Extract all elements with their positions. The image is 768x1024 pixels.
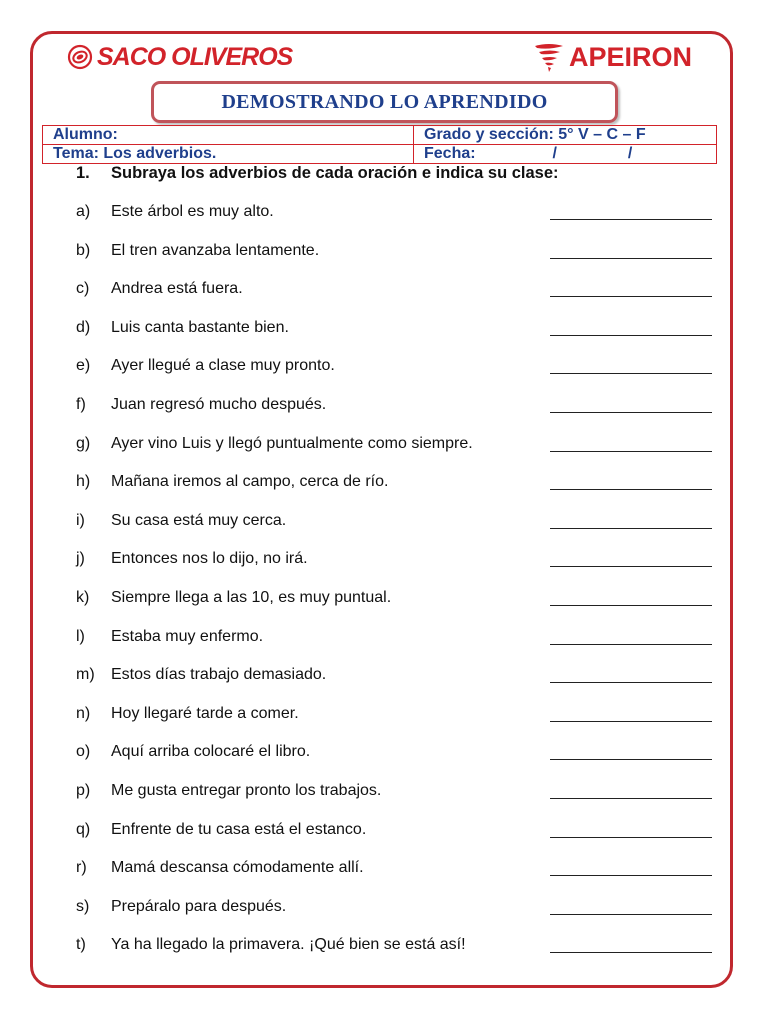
item-sentence: Prepáralo para después. [111,897,287,915]
instruction-number: 1. [76,164,90,182]
item-sentence: El tren avanzaba lentamente. [111,241,320,259]
answer-line[interactable] [550,296,712,297]
exercise-item [76,357,716,379]
page-title: DEMOSTRANDO LO APRENDIDO [221,90,548,113]
exercise-item [76,782,716,804]
item-sentence: Mamá descansa cómodamente allí. [111,859,364,877]
exercise-item [76,628,716,650]
item-sentence: Me gusta entregar pronto los trabajos. [111,782,382,799]
item-letter: k) [76,589,90,606]
item-letter: q) [76,820,91,838]
item-letter: c) [76,280,90,298]
item-sentence: Juan regresó mucho después. [111,396,327,413]
title-box [151,81,618,123]
exercise-item [76,589,716,611]
fecha-field[interactable] [414,145,717,164]
item-letter: g) [76,434,91,452]
tema-field: Tema: Los adverbios. [43,145,414,164]
item-sentence: Luis canta bastante bien. [111,318,289,336]
answer-line[interactable] [550,837,712,838]
answer-line[interactable] [550,952,712,953]
answer-line[interactable] [550,528,712,529]
item-sentence: Su casa está muy cerca. [111,511,287,529]
answer-line[interactable] [550,644,712,645]
exercise-item [76,435,716,457]
exercise-item [76,396,716,418]
left-logo-text: SACO OLIVEROS [97,42,293,71]
item-letter: f) [76,396,86,413]
item-letter: s) [76,897,90,915]
item-letter: e) [76,357,91,375]
answer-line[interactable] [550,412,712,413]
exercise-item [76,280,716,302]
fecha-separator: / [627,145,633,162]
item-letter: i) [76,511,85,529]
answer-line[interactable] [550,335,712,336]
student-info-table [42,125,717,164]
exercise-item [76,242,716,264]
answer-line[interactable] [550,875,712,876]
swirl-logo-icon [67,44,93,70]
item-letter: r) [76,859,87,877]
item-letter: t) [76,936,86,954]
item-sentence: Este árbol es muy alto. [111,203,274,220]
item-letter: m) [76,666,95,684]
answer-line[interactable] [550,258,712,259]
answer-line[interactable] [550,566,712,567]
apeiron-logo [532,38,692,76]
item-sentence: Ya ha llegado la primavera. ¡Qué bien se está así! [111,936,466,954]
fecha-separator: / [552,145,557,162]
grado-field: Grado y sección: 5° V – C – F [414,126,717,145]
fecha-label: Fecha: [424,145,476,162]
answer-line[interactable] [550,219,712,220]
saco-oliveros-logo [67,40,292,74]
item-sentence: Enfrente de tu casa está el estanco. [111,820,367,838]
answer-line[interactable] [550,451,712,452]
item-sentence: Estaba muy enfermo. [111,627,264,645]
alumno-field[interactable]: Alumno: [43,126,414,145]
instruction-text: Subraya los adverbios de cada oración e indica su clase: [111,164,559,182]
item-sentence: Siempre llega a las 10, es muy puntual. [111,589,392,606]
exercise-item [76,705,716,727]
answer-line[interactable] [550,605,712,606]
answer-line[interactable] [550,914,712,915]
item-sentence: Ayer llegué a clase muy pronto. [111,357,335,375]
exercise-item [76,743,716,765]
exercise-item [76,473,716,495]
item-sentence: Estos días trabajo demasiado. [111,666,327,684]
answer-line[interactable] [550,682,712,683]
exercise-item [76,859,716,881]
item-letter: j) [76,550,85,568]
answer-line[interactable] [550,759,712,760]
item-letter: d) [76,318,91,336]
exercise-item [76,512,716,534]
item-letter: b) [76,241,91,259]
item-letter: l) [76,627,85,645]
answer-line[interactable] [550,489,712,490]
exercise-item [76,203,716,225]
answer-line[interactable] [550,798,712,799]
item-sentence: Andrea está fuera. [111,280,243,298]
answer-line[interactable] [550,373,712,374]
tornado-logo-icon [532,40,566,74]
item-sentence: Mañana iremos al campo, cerca de río. [111,473,389,491]
item-letter: n) [76,704,91,722]
exercise-item [76,821,716,843]
item-sentence: Entonces nos lo dijo, no irá. [111,550,308,568]
exercise-item [76,898,716,920]
item-sentence: Ayer vino Luis y llegó puntualmente como siempre. [111,434,473,452]
answer-line[interactable] [550,721,712,722]
item-sentence: Hoy llegaré tarde a comer. [111,704,299,722]
exercise-item [76,550,716,572]
item-letter: o) [76,743,91,761]
exercise-item [76,319,716,341]
item-letter: p) [76,782,91,799]
right-logo-text: APEIRON [569,41,693,72]
exercise-item [76,936,716,958]
exercise-item [76,666,716,688]
item-letter: h) [76,473,91,491]
item-sentence: Aquí arriba colocaré el libro. [111,743,311,761]
item-letter: a) [76,203,91,220]
instruction [76,164,559,183]
